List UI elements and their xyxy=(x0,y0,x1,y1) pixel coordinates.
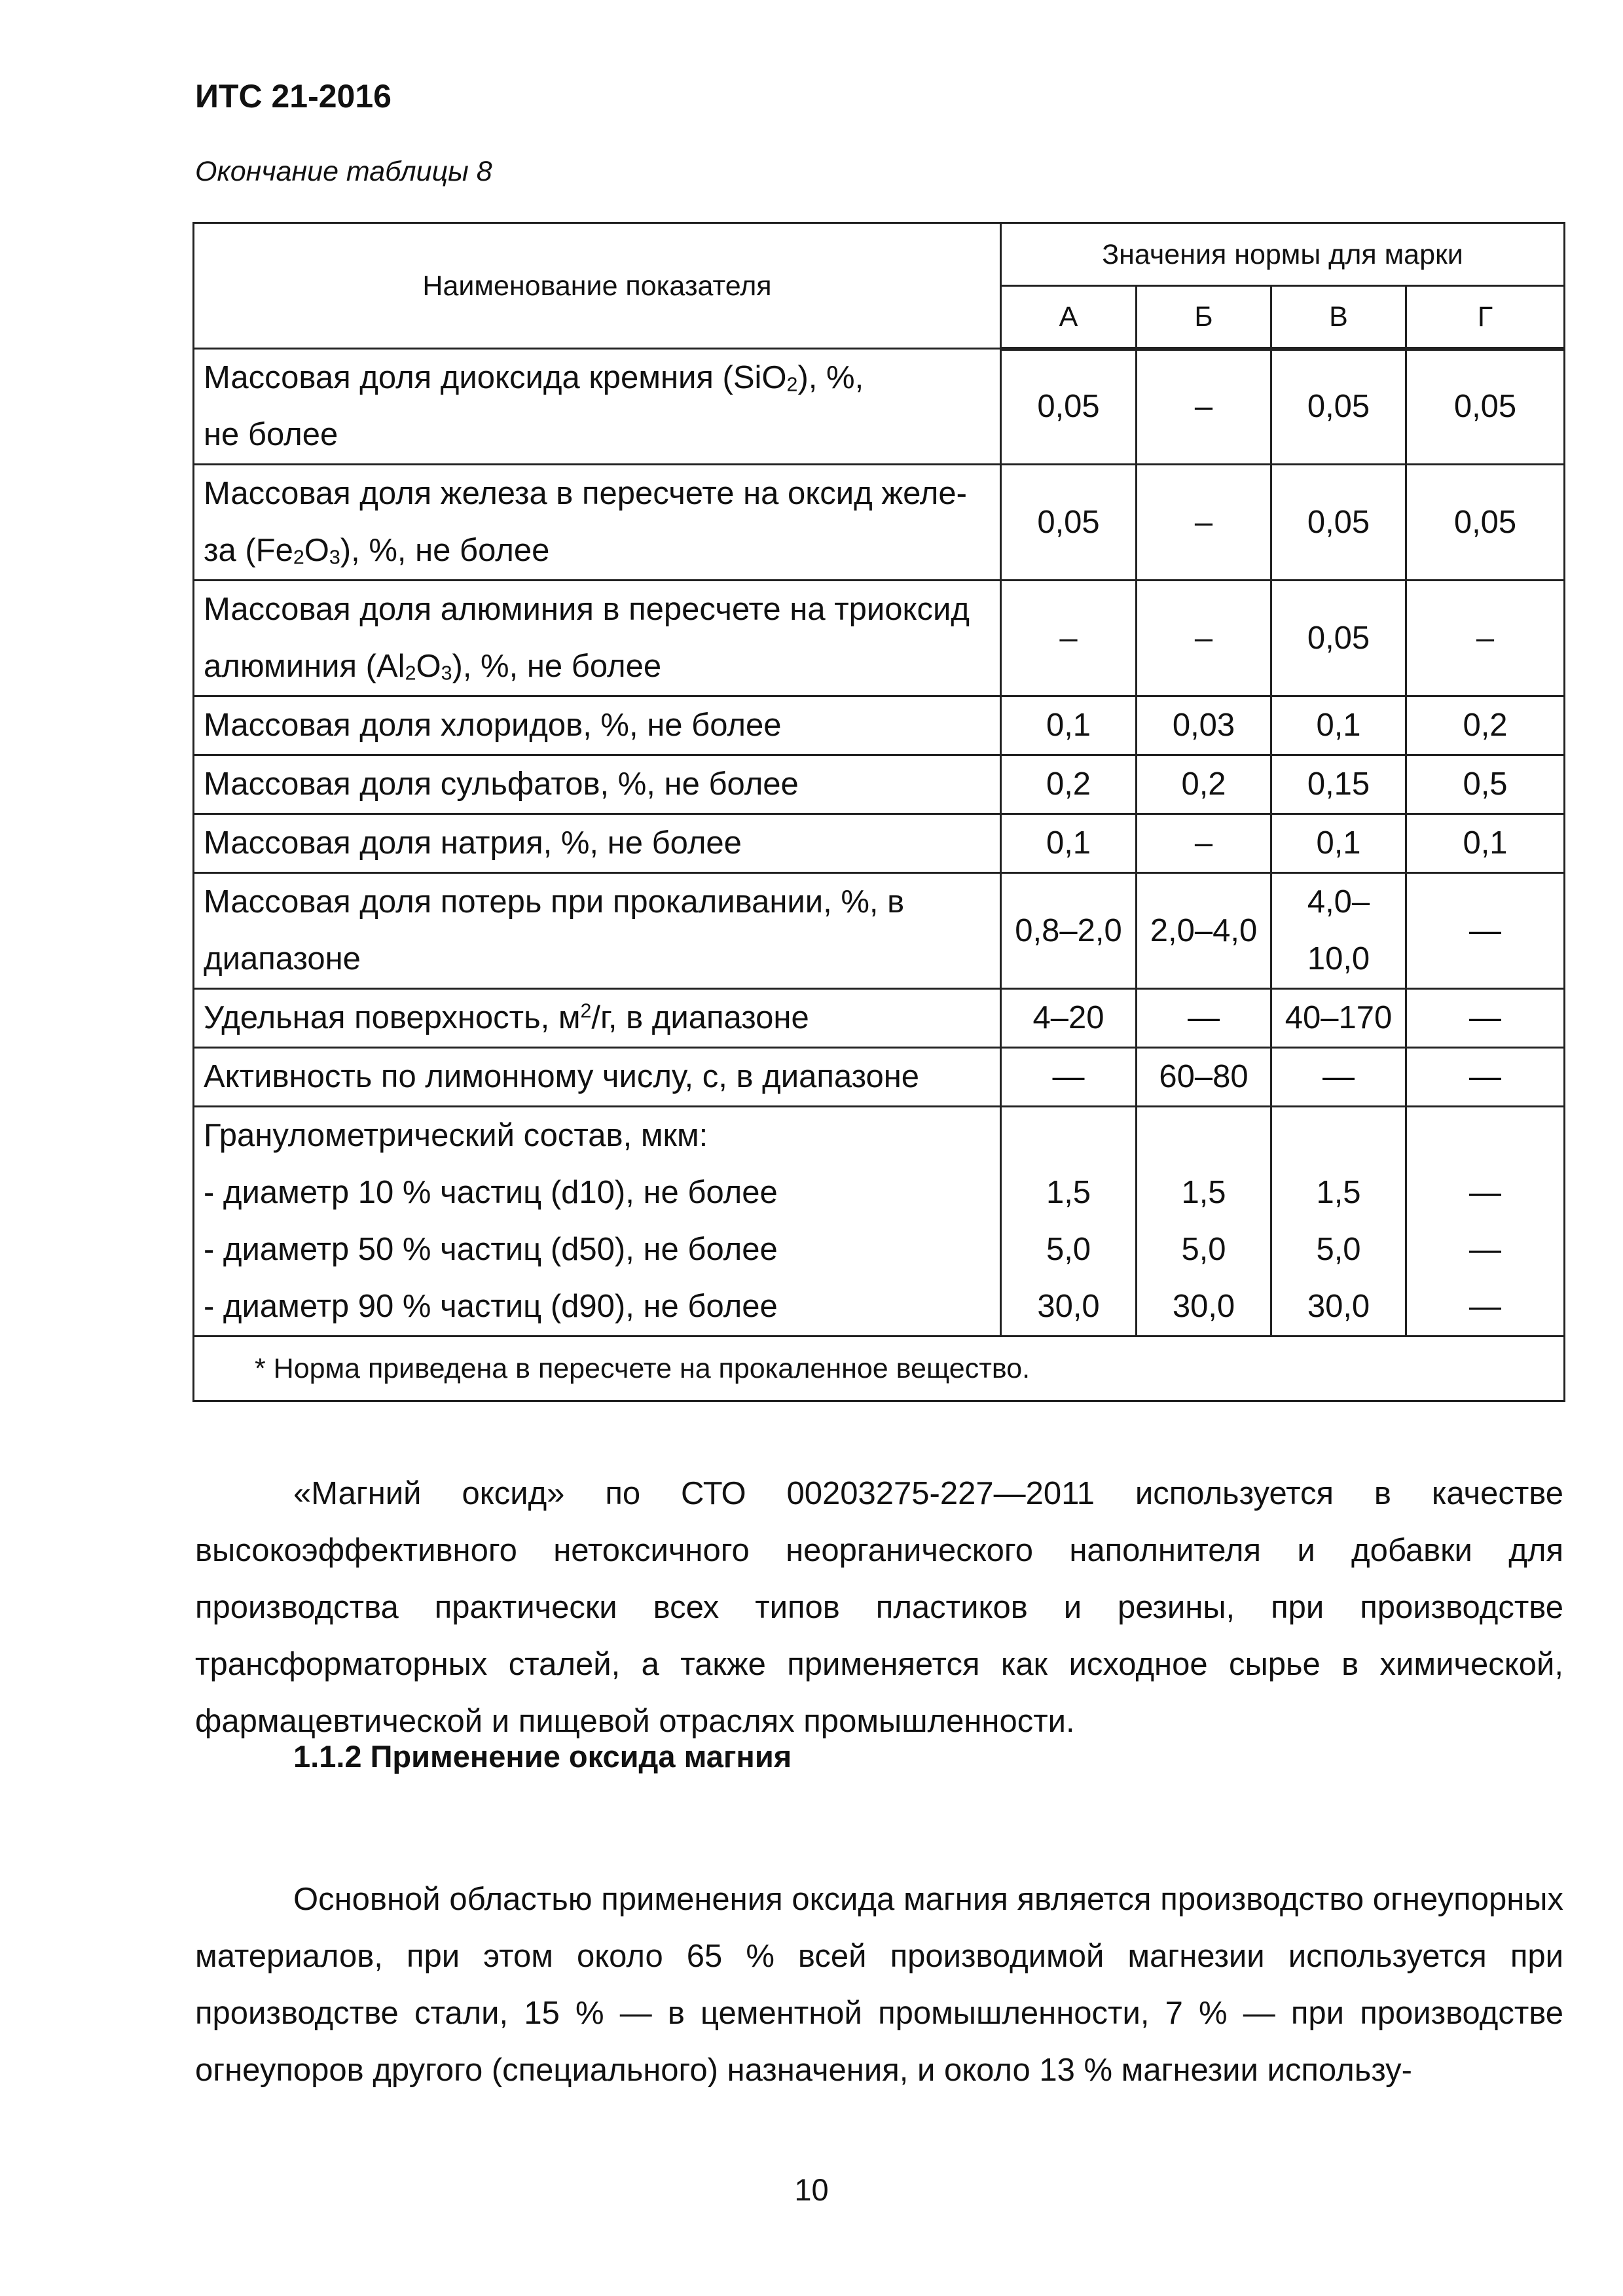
table-caption: Окончание таблицы 8 xyxy=(195,156,492,187)
table-footnote: * Норма приведена в пересчете на прокаленное вещество. xyxy=(194,1336,1565,1401)
value-cell xyxy=(1271,873,1406,989)
value-cell: — xyxy=(1271,1048,1406,1107)
value-cell: 0,05 xyxy=(1406,349,1565,465)
grade-header: В xyxy=(1271,286,1406,349)
page-number: 10 xyxy=(794,2172,829,2207)
grade-header: Б xyxy=(1137,286,1271,349)
indicator-name xyxy=(194,465,1001,581)
value-cell-part: — xyxy=(1469,1232,1501,1267)
column-header-name: Наименование показателя xyxy=(194,223,1001,349)
indicator-name-text: диапазоне xyxy=(204,941,361,977)
value-cell-part: 4,0– xyxy=(1307,884,1370,920)
value-cell: — xyxy=(1406,989,1565,1048)
value-cell: 0,1 xyxy=(1271,696,1406,755)
table-row xyxy=(194,873,1565,989)
document-code: ИТС 21-2016 xyxy=(195,78,392,115)
indicator-name: Активность по лимонному числу, с, в диапазоне xyxy=(194,1048,1001,1107)
value-cell-part: — xyxy=(1469,1175,1501,1210)
value-cell: — xyxy=(1406,1048,1565,1107)
paragraph: Основной областью применения оксида магния является производство огнеупорных материалов, при этом около 65 % всей производимой магнезии используется при производстве стали, 15 % — в цементной промышленности, 7 % — при производстве огнеупоров другого (специального) назначения, и около 13 % магнезии использу- xyxy=(195,1882,1563,2088)
value-cell-part: 1,5 xyxy=(1046,1175,1091,1210)
value-cell: 0,8–2,0 xyxy=(1001,873,1137,989)
indicator-name-text: Удельная поверхность, $м^2/г$, в диапазоне xyxy=(204,999,809,1035)
value-cell: 40–170 xyxy=(1271,989,1406,1048)
indicator-name xyxy=(194,349,1001,465)
value-cell: – xyxy=(1137,349,1271,465)
value-cell: 0,05 xyxy=(1271,349,1406,465)
value-cell: – xyxy=(1406,581,1565,696)
value-cell-part: 1,5 xyxy=(1316,1175,1361,1210)
value-cell-part xyxy=(1137,1107,1270,1164)
indicator-name-text: алюминия $(Al_2O_3)$, %, не более xyxy=(204,649,662,685)
value-cell: – xyxy=(1001,581,1137,696)
table-row xyxy=(194,1048,1565,1107)
value-cell: 0,2 xyxy=(1406,696,1565,755)
value-cell: 0,2 xyxy=(1001,755,1137,814)
table-row xyxy=(194,349,1565,465)
value-cell: – xyxy=(1137,581,1271,696)
value-cell-part xyxy=(1407,1107,1563,1164)
value-cell-part xyxy=(1272,1107,1405,1164)
value-cell-part: 5,0 xyxy=(1181,1232,1226,1267)
value-cell: 0,05 xyxy=(1271,581,1406,696)
value-cell: 4–20 xyxy=(1001,989,1137,1048)
value-cell: 0,05 xyxy=(1001,465,1137,581)
value-cell: 60–80 xyxy=(1137,1048,1271,1107)
indicator-name: Массовая доля сульфатов, %, не более xyxy=(194,755,1001,814)
indicator-name xyxy=(194,581,1001,696)
value-cell-part: 30,0 xyxy=(1037,1289,1100,1324)
indicator-name-text: за $(Fe_2O_3)$, %, не более xyxy=(204,533,550,569)
table-row xyxy=(194,465,1565,581)
value-cell: 0,1 xyxy=(1001,814,1137,873)
value-cell: 0,2 xyxy=(1137,755,1271,814)
value-cell: 0,15 xyxy=(1271,755,1406,814)
indicator-name-text: Гранулометрический состав, мкм: xyxy=(204,1118,708,1153)
value-cell: — xyxy=(1406,873,1565,989)
value-cell: 0,05 xyxy=(1271,465,1406,581)
table-row xyxy=(194,989,1565,1048)
value-cell-part: 30,0 xyxy=(1172,1289,1235,1324)
indicator-name: Массовая доля хлоридов, %, не более xyxy=(194,696,1001,755)
table-row xyxy=(194,696,1565,755)
value-cell: 0,03 xyxy=(1137,696,1271,755)
value-cell-part xyxy=(1002,1107,1135,1164)
indicator-name xyxy=(194,989,1001,1048)
grade-header: Г xyxy=(1406,286,1565,349)
indicator-name-text: - диаметр 10 % частиц (d10), не более xyxy=(204,1175,778,1210)
value-cell: 0,1 xyxy=(1406,814,1565,873)
indicator-name: Массовая доля натрия, %, не более xyxy=(194,814,1001,873)
value-cell-part: — xyxy=(1469,1289,1501,1324)
value-cell-part: 5,0 xyxy=(1046,1232,1091,1267)
value-cell: 2,0–4,0 xyxy=(1137,873,1271,989)
value-cell: — xyxy=(1137,989,1271,1048)
indicator-name-text: Массовая доля диоксида кремния (SiO$_2$), %, xyxy=(204,360,864,396)
value-cell: – xyxy=(1137,465,1271,581)
indicator-name xyxy=(194,873,1001,989)
indicator-name-text: не более xyxy=(204,417,338,452)
value-cell: 0,5 xyxy=(1406,755,1565,814)
indicator-name-text: Массовая доля потерь при прокаливании, %, в xyxy=(204,884,905,920)
indicator-name-text: - диаметр 90 % частиц (d90), не более xyxy=(204,1289,778,1324)
value-cell: 0,05 xyxy=(1001,349,1137,465)
value-cell: 0,1 xyxy=(1271,814,1406,873)
value-cell-part: 5,0 xyxy=(1316,1232,1361,1267)
value-cell: – xyxy=(1137,814,1271,873)
indicator-name-text: Массовая доля железа в пересчете на оксид желе- xyxy=(204,476,967,511)
section-heading: 1.1.2 Применение оксида магния xyxy=(293,1739,792,1774)
table-row xyxy=(194,581,1565,696)
paragraph: «Магний оксид» по СТО 00203275-227—2011 используется в качестве высокоэффективного нетоксичного неорганического наполнителя и добавки для производства практически всех типов пластиков и резины, при производстве трансформаторных сталей, а также применяется как исходное сырье в химической, фармацевтической и пищевой отраслях промышленности. xyxy=(195,1476,1563,1739)
indicator-name xyxy=(194,1107,1001,1336)
value-cell: 0,1 xyxy=(1001,696,1137,755)
indicator-name-text: Массовая доля алюминия в пересчете на триоксид xyxy=(204,592,970,627)
value-cell-part: 10,0 xyxy=(1307,941,1370,977)
value-cell xyxy=(1406,1107,1565,1336)
value-cell xyxy=(1137,1107,1271,1336)
table-footnote-row xyxy=(194,1336,1565,1401)
table-row xyxy=(194,814,1565,873)
value-cell-part: 30,0 xyxy=(1307,1289,1370,1324)
table-row xyxy=(194,1107,1565,1336)
value-cell-part: 1,5 xyxy=(1181,1175,1226,1210)
table-row xyxy=(194,755,1565,814)
value-cell xyxy=(1001,1107,1137,1336)
value-cell xyxy=(1271,1107,1406,1336)
grade-header: А xyxy=(1001,286,1137,349)
value-cell: — xyxy=(1001,1048,1137,1107)
indicator-name-text: - диаметр 50 % частиц (d50), не более xyxy=(204,1232,778,1267)
value-cell: 0,05 xyxy=(1406,465,1565,581)
specification-table xyxy=(192,222,1565,1402)
column-header-values: Значения нормы для марки xyxy=(1001,223,1565,286)
